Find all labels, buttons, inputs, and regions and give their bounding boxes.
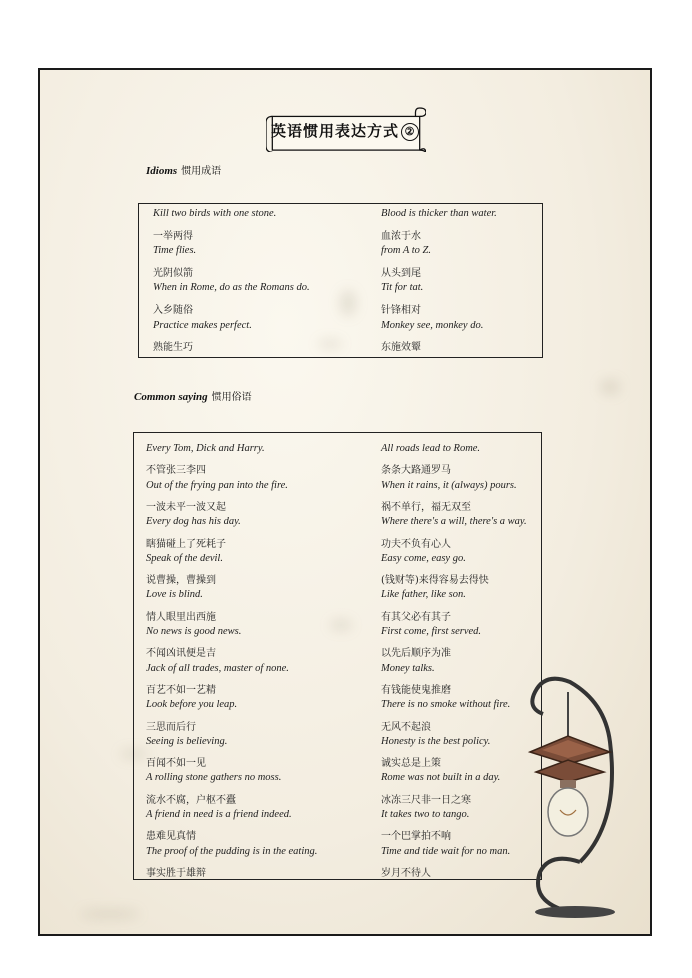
sayings-right-zh: 功夫不负有心人: [381, 538, 451, 550]
sayings-left-en: A friend in need is a friend indeed.: [146, 809, 292, 820]
sayings-right-zh: 以先后顺序为准: [381, 648, 451, 660]
sayings-left-zh: 百艺不如一艺精: [146, 684, 216, 696]
sayings-right-en: Like father, like son.: [381, 589, 466, 601]
sayings-left-en: Look before you leap.: [146, 699, 238, 711]
sayings-heading-zh: 惯用俗语: [211, 392, 252, 403]
sayings-right-en: Money talks.: [381, 662, 435, 674]
sayings-right-zh: 冰冻三尺非一日之寒: [381, 794, 471, 806]
page-title: [270, 120, 420, 141]
sayings-heading-en: Common saying: [134, 391, 208, 403]
sayings-right-zh: 有其父必有其子: [381, 611, 451, 623]
idioms-heading: [146, 162, 221, 177]
idioms-heading-zh: 惯用成语: [181, 166, 222, 177]
sayings-left-en: Love is blind.: [146, 589, 203, 601]
sayings-left-zh: 说曹操，曹操到: [146, 575, 216, 587]
sayings-left-zh: 一波未平一波又起: [146, 501, 226, 513]
sayings-right-en: When it rains, it (always) pours.: [381, 479, 517, 491]
sayings-left-en: Speak of the devil.: [146, 552, 223, 564]
idioms-right-zh: 从头到尾: [381, 267, 421, 279]
title-main: 英语惯用表达方式: [270, 122, 399, 140]
sayings-heading: [134, 388, 252, 403]
sayings-right-en: Time and tide wait for no man.: [381, 845, 511, 857]
sayings-right-en: All roads lead to Rome.: [381, 443, 481, 454]
idioms-table: [138, 203, 543, 358]
idioms-right-zh: 血浓于水: [381, 230, 421, 242]
sayings-right-zh: 一个巴掌拍不响: [381, 831, 451, 843]
sayings-left-zh: 流水不腐，户枢不蠹: [146, 794, 236, 806]
sayings-right-zh: 祸不单行，福无双至: [381, 501, 471, 513]
idioms-left-zh: 熟能生巧: [153, 342, 193, 354]
sayings-right-en: It takes two to tango.: [381, 809, 470, 820]
idioms-left-zh: 入乡随俗: [153, 305, 193, 316]
sayings-left-zh: 不管张三李四: [146, 465, 206, 477]
idioms-heading-en: Idioms: [146, 165, 178, 177]
sayings-left-en: Every dog has his day.: [146, 516, 241, 528]
sayings-left-zh: 不闻凶讯便是吉: [146, 648, 216, 660]
idioms-right-en: Tit for tat.: [381, 282, 424, 294]
idioms-left-en: Kill two birds with one stone.: [153, 208, 277, 219]
lamp-illustration-icon: [500, 652, 630, 922]
sayings-left-en: A rolling stone gathers no moss.: [146, 772, 282, 784]
sayings-left-zh: 事实胜于雄辩: [146, 867, 206, 879]
sayings-right-en: First come, first served.: [381, 626, 482, 637]
sayings-right-en: Easy come, easy go.: [381, 552, 466, 564]
sayings-left-en: Every Tom, Dick and Harry.: [146, 443, 265, 454]
sayings-left-zh: 情人眼里出西施: [146, 611, 216, 623]
idioms-right-en: Blood is thicker than water.: [381, 208, 497, 219]
idioms-left-zh: 光阴似箭: [153, 267, 193, 279]
sayings-left-zh: 百闻不如一见: [146, 758, 206, 770]
sayings-right-zh: 诚实总是上策: [381, 758, 441, 770]
idioms-right-zh: 东施效颦: [381, 342, 421, 354]
idioms-right-en: from A to Z.: [381, 245, 431, 257]
idioms-left-en: Practice makes perfect.: [153, 319, 252, 331]
idioms-left-zh: 一举两得: [153, 230, 193, 242]
sayings-left-en: Jack of all trades, master of none.: [146, 662, 289, 674]
sayings-left-en: The proof of the pudding is in the eating.: [146, 845, 318, 857]
sayings-right-zh: (钱财等)来得容易去得快: [381, 575, 489, 587]
idioms-right-zh: 针锋相对: [381, 305, 421, 316]
sayings-right-zh: 有钱能使鬼推磨: [381, 684, 451, 696]
idioms-right-en: Monkey see, monkey do.: [381, 319, 484, 331]
sayings-right-zh: 无风不起浪: [381, 721, 431, 733]
sayings-left-zh: 瞎猫碰上了死耗子: [146, 538, 226, 550]
sayings-left-zh: 三思而后行: [146, 721, 196, 733]
sayings-right-zh: 岁月不待人: [381, 867, 431, 879]
sayings-left-zh: 患难见真情: [146, 831, 196, 843]
sayings-left-en: Out of the frying pan into the fire.: [146, 479, 288, 491]
sayings-left-en: No news is good news.: [146, 626, 242, 637]
sayings-left-en: Seeing is believing.: [146, 735, 228, 747]
title-number: ②: [401, 123, 419, 141]
sayings-right-en: Honesty is the best policy.: [381, 735, 491, 747]
idioms-left-en: Time flies.: [153, 245, 197, 257]
idioms-left-en: When in Rome, do as the Romans do.: [153, 282, 310, 294]
sayings-right-en: Rome was not built in a day.: [381, 772, 501, 784]
sayings-right-zh: 条条大路通罗马: [381, 465, 451, 477]
sayings-right-en: Where there's a will, there's a way.: [381, 516, 527, 528]
sayings-right-en: There is no smoke without fire.: [381, 699, 511, 711]
